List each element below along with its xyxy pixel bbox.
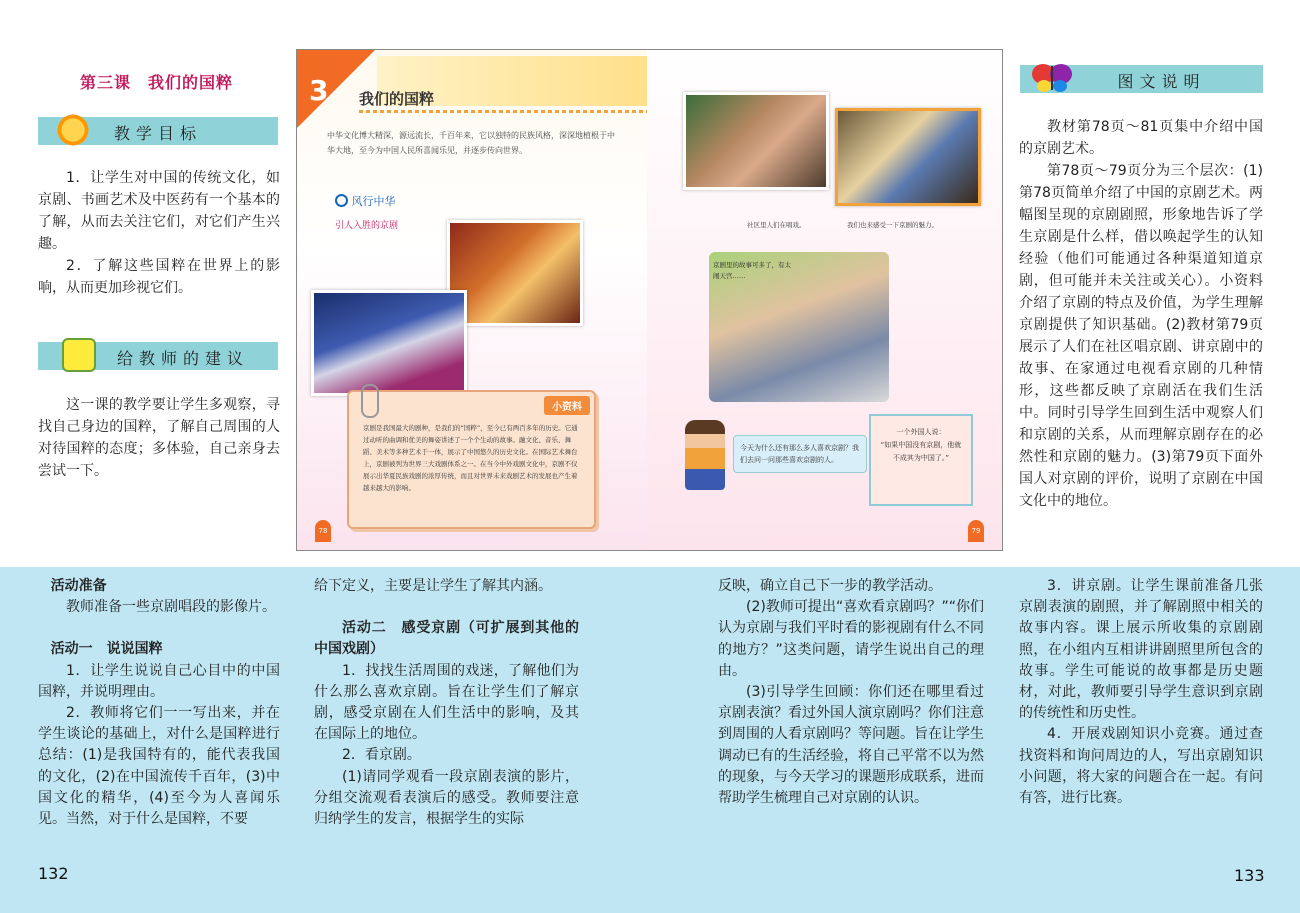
- opera-photo-1: [447, 220, 583, 326]
- lesson-title: 第三课 我们的国粹: [80, 73, 234, 92]
- dotted-divider: [359, 110, 647, 113]
- subsection-heading: 引人入胜的京剧: [335, 221, 399, 231]
- speech-text: 京剧里的故事可多了，有太闹天宫……: [713, 261, 791, 280]
- caption-tv: 我们也来感受一下京剧的魅力。: [847, 221, 938, 229]
- page-number-right: 133: [1234, 866, 1265, 885]
- activity-column-3: [718, 576, 984, 809]
- activity-paragraph: 3．讲京剧。让学生课前准备几张京剧表演的剧照，并了解剧照中相关的故事内容。课上展示所收集的京剧剧照，在小组内互相讲讲剧照里所包含的故事。学生可能说的故事都是历史题材，对此，教师要引导学生意识到京剧的传统性和历史性。: [1019, 578, 1263, 722]
- activity-paragraph: 活动二 感受京剧（可扩展到其他的中国戏剧）: [314, 620, 579, 658]
- page-number-left: 132: [38, 864, 69, 883]
- circle-icon: [335, 194, 348, 207]
- activity-paragraph: 1．让学生说说自己心目中的中国国粹，并说明理由。: [38, 662, 280, 700]
- activity-column-1: [38, 576, 280, 830]
- activity-paragraph: (3)引导学生回顾：你们还在哪里看过京剧表演？看过外国人演京剧吗？你们注意到周围的人看京剧吗？等问题。旨在让学生调动已有的生活经验，将自己平常不以为然的现象，与今天学习的课题形成联系，进而帮助学生梳理自己对京剧的认识。: [718, 684, 984, 807]
- note-text: 京剧是我国最大的剧种，是我们的“国粹”，至今已有两百多年的历史。它通过动听的曲调和优美的舞姿讲述了一个个生动的故事。融文化、音乐、舞蹈、美术等多种艺术于一体，展示了中国悠久的历史文化。在国际艺术舞台上，京剧被列为世界三大戏剧体系之一。在当今中外戏剧文化中，京剧不仅展示出华夏民族戏剧的浓厚传统，而且对世界未来戏剧艺术的发展也产生着越来越大的影响。: [363, 424, 578, 492]
- illustration-notes-heading: 图文说明: [1117, 72, 1206, 91]
- smiley-hand-icon: [62, 338, 96, 372]
- info-note: [347, 390, 596, 529]
- activity-column-2: [314, 576, 579, 830]
- activity-paragraph: 2．看京剧。: [342, 747, 421, 764]
- textbook-lesson-title: 我们的国粹: [359, 90, 435, 108]
- quote-text: “如果中国没有京剧，他就不成其为中国了。”: [880, 441, 962, 462]
- community-opera-photo: [683, 92, 829, 190]
- boy-illustration: [685, 420, 725, 490]
- activity-paragraph: (1)请同学观看一段京剧表演的影片，分组交流观看表演后的感受。教师要注意归纳学生的发言，根据学生的实际: [314, 768, 579, 828]
- goal-item-2: 2．了解这些国粹在世界上的影响，从而更加珍视它们。: [38, 258, 280, 296]
- textbook-intro: 中华文化博大精深，源远流长，千百年来，它以独特的民族风格，深深地植根于中华大地，至今为中国人民所喜闻乐见，并逐步传向世界。: [327, 131, 615, 155]
- activity-paragraph: 给下定义，主要是让学生了解其内涵。: [314, 578, 552, 594]
- section-heading: [335, 193, 396, 209]
- textbook-left-page: [297, 50, 647, 550]
- textbook-right-page: [647, 50, 1002, 550]
- activity-paragraph: 2．教师将它们一一写出来，并在学生谈论的基础上，对什么是国粹进行总结：(1)是我国特有的，能代表我国的文化，(2)在中国流传千百年，(3)中国文化的精华，(4)至今为人喜闻乐见。当然，对于什么是国粹，不要: [38, 705, 280, 828]
- note-tag: 小资料: [544, 396, 590, 415]
- notes-paragraph-2: 第78页～79页分为三个层次：(1)第78页简单介绍了中国的京剧艺术。两幅图呈现的京剧剧照，形象地告诉了学生京剧是什么样，借以唤起学生的认知经验（他们可能通过各种渠道知道京剧，但可能并未关注或关心）。小资料介绍了京剧的特点及价值，为学生理解京剧提供了知识基础。(2)教材第79页展示了人们在社区唱京剧、讲京剧中的故事、在家通过电视看京剧的几种情形，这些都反映了京剧活在我们生活中。同时引导学生回到生活中观察人们和京剧的关系，从而理解京剧存在的必然性和京剧的魅力。(3)第79页下面外国人对京剧的评价，说明了京剧在中国文化中的地位。: [1019, 163, 1263, 509]
- textbook-page-78: 78: [315, 520, 331, 542]
- opera-photo-2: [311, 290, 467, 396]
- quote-speaker: 一个外国人说：: [896, 428, 946, 436]
- paperclip-icon: [361, 384, 379, 418]
- activity-paragraph: 1．找找生活周围的戏迷，了解他们为什么那么喜欢京剧。旨在让学生们了解京剧，感受京剧在人们生活中的影响，及其在国际上的地位。: [314, 662, 579, 743]
- activity-column-4: [1019, 576, 1263, 809]
- goal-item-1: 1．让学生对中国的传统文化，如京剧、书画艺术及中医药有一个基本的了解，从而去关注它们，对它们产生兴趣。: [38, 170, 280, 252]
- tv-opera-photo: [835, 108, 981, 206]
- activity-paragraph: 4．开展戏剧知识小竞赛。通过查找资料和询问周边的人，写出京剧知识小问题，将大家的问题合在一起。有问有答，进行比赛。: [1019, 726, 1263, 807]
- activity-paragraph: [38, 618, 280, 639]
- caption-community: 社区里人们在唱戏。: [747, 221, 806, 229]
- activity-paragraph: 教师准备一些京剧唱段的影像片。: [66, 599, 276, 616]
- activity-paragraph: [314, 597, 579, 618]
- notes-paragraph-1: 教材第78页～81页集中介绍中国的京剧艺术。: [1019, 119, 1263, 157]
- section-label: 风行中华: [351, 195, 396, 208]
- illustration-notes-text: [1019, 116, 1263, 512]
- teaching-goals-heading: 教学目标: [113, 124, 202, 143]
- sun-icon: [55, 112, 91, 148]
- teaching-goals-text: [38, 167, 280, 299]
- lesson-number: 3: [309, 74, 329, 107]
- teacher-advice-heading: 给教师的建议: [116, 349, 249, 368]
- activity-paragraph: (2)教师可提出“喜欢看京剧吗？”“你们认为京剧与我们平时看的影视剧有什么不同的地方？”这类问题，请学生说出自己的理由。: [718, 599, 984, 679]
- teacher-advice-text: [38, 394, 280, 482]
- advice-paragraph: 这一课的教学要让学生多观察，寻找自己身边的国粹，了解自己周围的人对待国粹的态度；多体验，自己亲身去尝试一下。: [38, 397, 280, 479]
- activity-paragraph: 活动准备: [50, 578, 107, 594]
- textbook-page-79: 79: [968, 520, 984, 542]
- question-bubble: 今天为什么还有那么多人喜欢京剧？我们去问一问那些喜欢京剧的人。: [733, 435, 867, 473]
- butterfly-icon: [1030, 60, 1074, 94]
- activity-paragraph: 活动一 说说国粹: [50, 641, 163, 658]
- textbook-spread: [296, 49, 1003, 551]
- activity-paragraph: 反映，确立自己下一步的教学活动。: [718, 578, 942, 594]
- foreigner-quote: [869, 414, 973, 506]
